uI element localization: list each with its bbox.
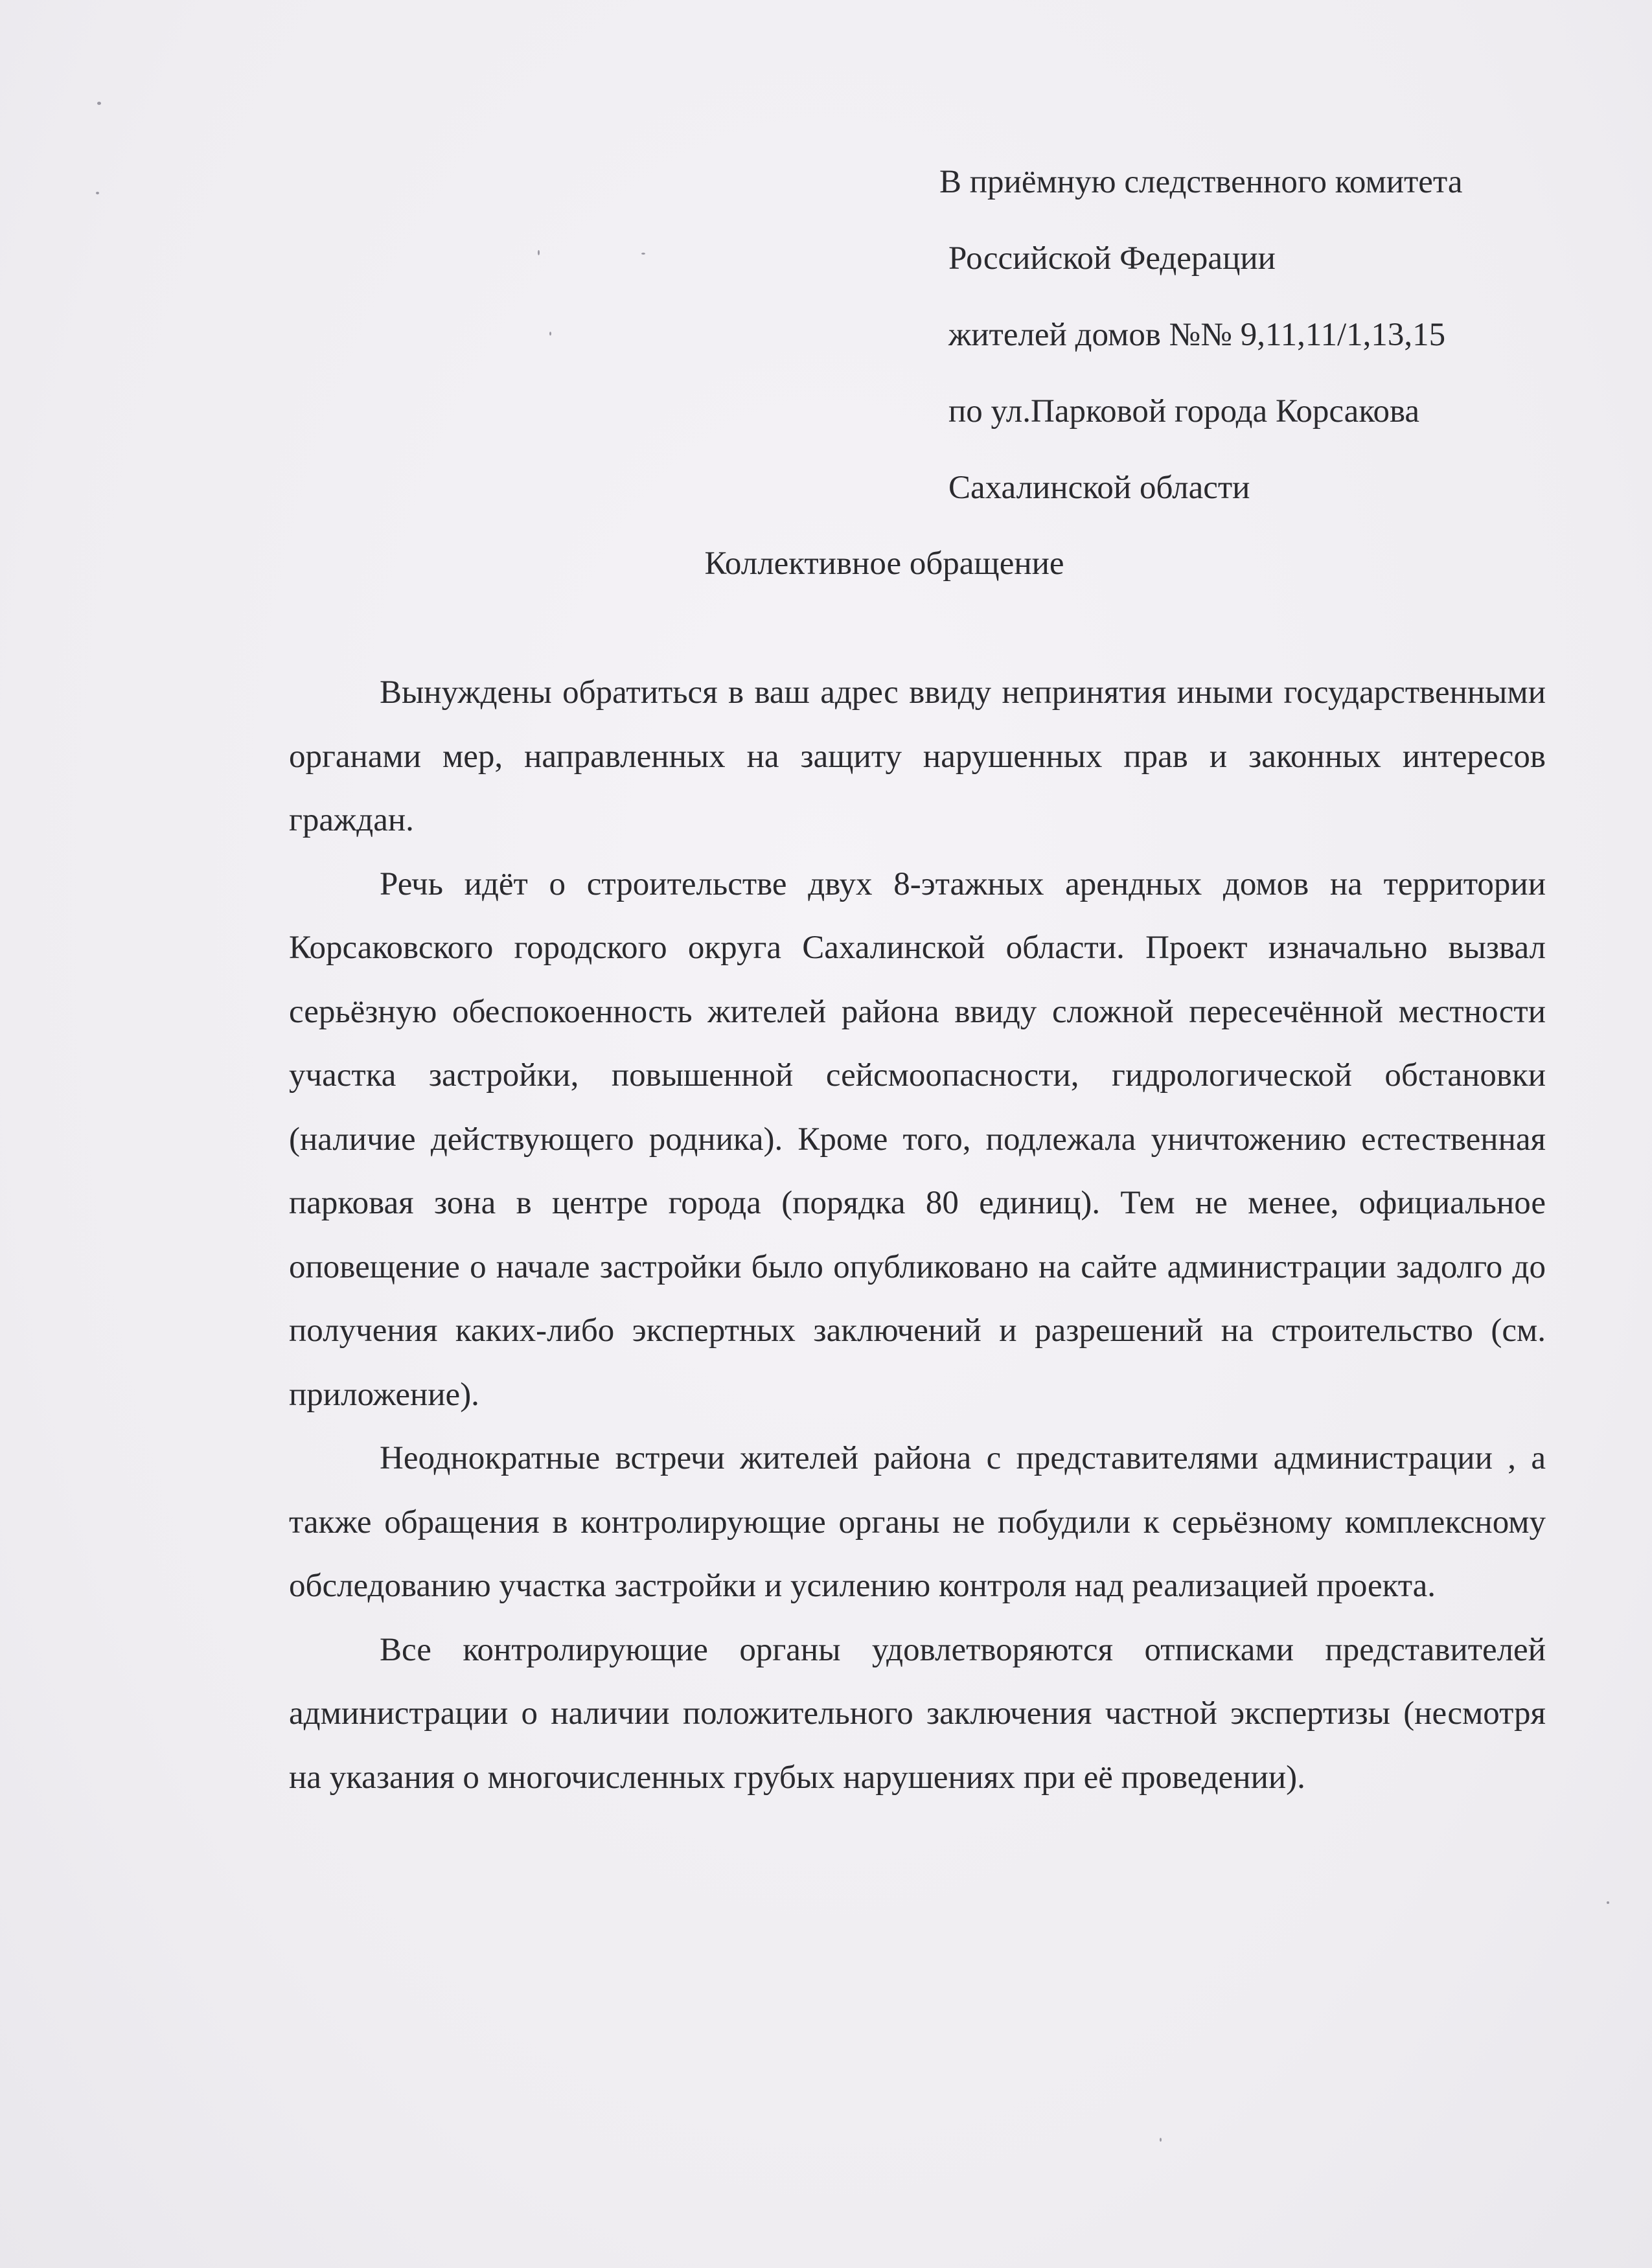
scan-speck (97, 102, 101, 105)
body-paragraph: Неоднократные встречи жителей района с представителями администрации , а также обращения в контролирующие органы не побудили к серьёзному комплексному обследованию участка застройки и усилению контроля над реализацией проекта. (289, 1440, 1546, 1604)
scan-speck (96, 192, 99, 194)
addressee-line: жителей домов №№ 9,11,11/1,13,15 (948, 317, 1446, 353)
scan-speck (1160, 2138, 1162, 2142)
document-title: Коллективное обращение (704, 545, 1064, 582)
document-body (289, 661, 1546, 1809)
scan-speck (549, 332, 551, 336)
scan-speck (1607, 1901, 1609, 1904)
scan-speck (538, 250, 540, 255)
body-paragraph: Все контролирующие органы удовлетворяются отписками представителей администрации о наличии положительного заключения частной экспертизы (несмотря на указания о многочисленных грубых нарушениях при её проведении). (289, 1631, 1546, 1796)
body-paragraph: Речь идёт о строительстве двух 8-этажных арендных домов на территории Корсаковского городского округа Сахалинской области. Проект изначально вызвал серьёзную обеспокоенность жителей района ввиду сложной пересечённой местности участка застройки, повышенной сейсмоопасности, гидрологической обстановки (наличие действующего родника). Кроме того, подлежала уничтожению естественная парковая зона в центре города (порядка 80 единиц). Тем не менее, официальное оповещение о начале застройки было опубликовано на сайте администрации задолго до получения каких-либо экспертных заключений и разрешений на строительство (см. приложение). (289, 865, 1546, 1413)
addressee-line: Сахалинской области (948, 470, 1250, 506)
addressee-line: по ул.Парковой города Корсакова (948, 393, 1420, 430)
body-paragraph: Вынуждены обратиться в ваш адрес ввиду непринятия иными государственными органами мер, направленных на защиту нарушенных прав и законных интересов граждан. (289, 674, 1546, 838)
addressee-line: Российской Федерации (948, 240, 1276, 277)
scan-speck (641, 253, 645, 255)
addressee-block (939, 144, 1587, 526)
addressee-line: В приёмную следственного комитета (939, 164, 1463, 200)
